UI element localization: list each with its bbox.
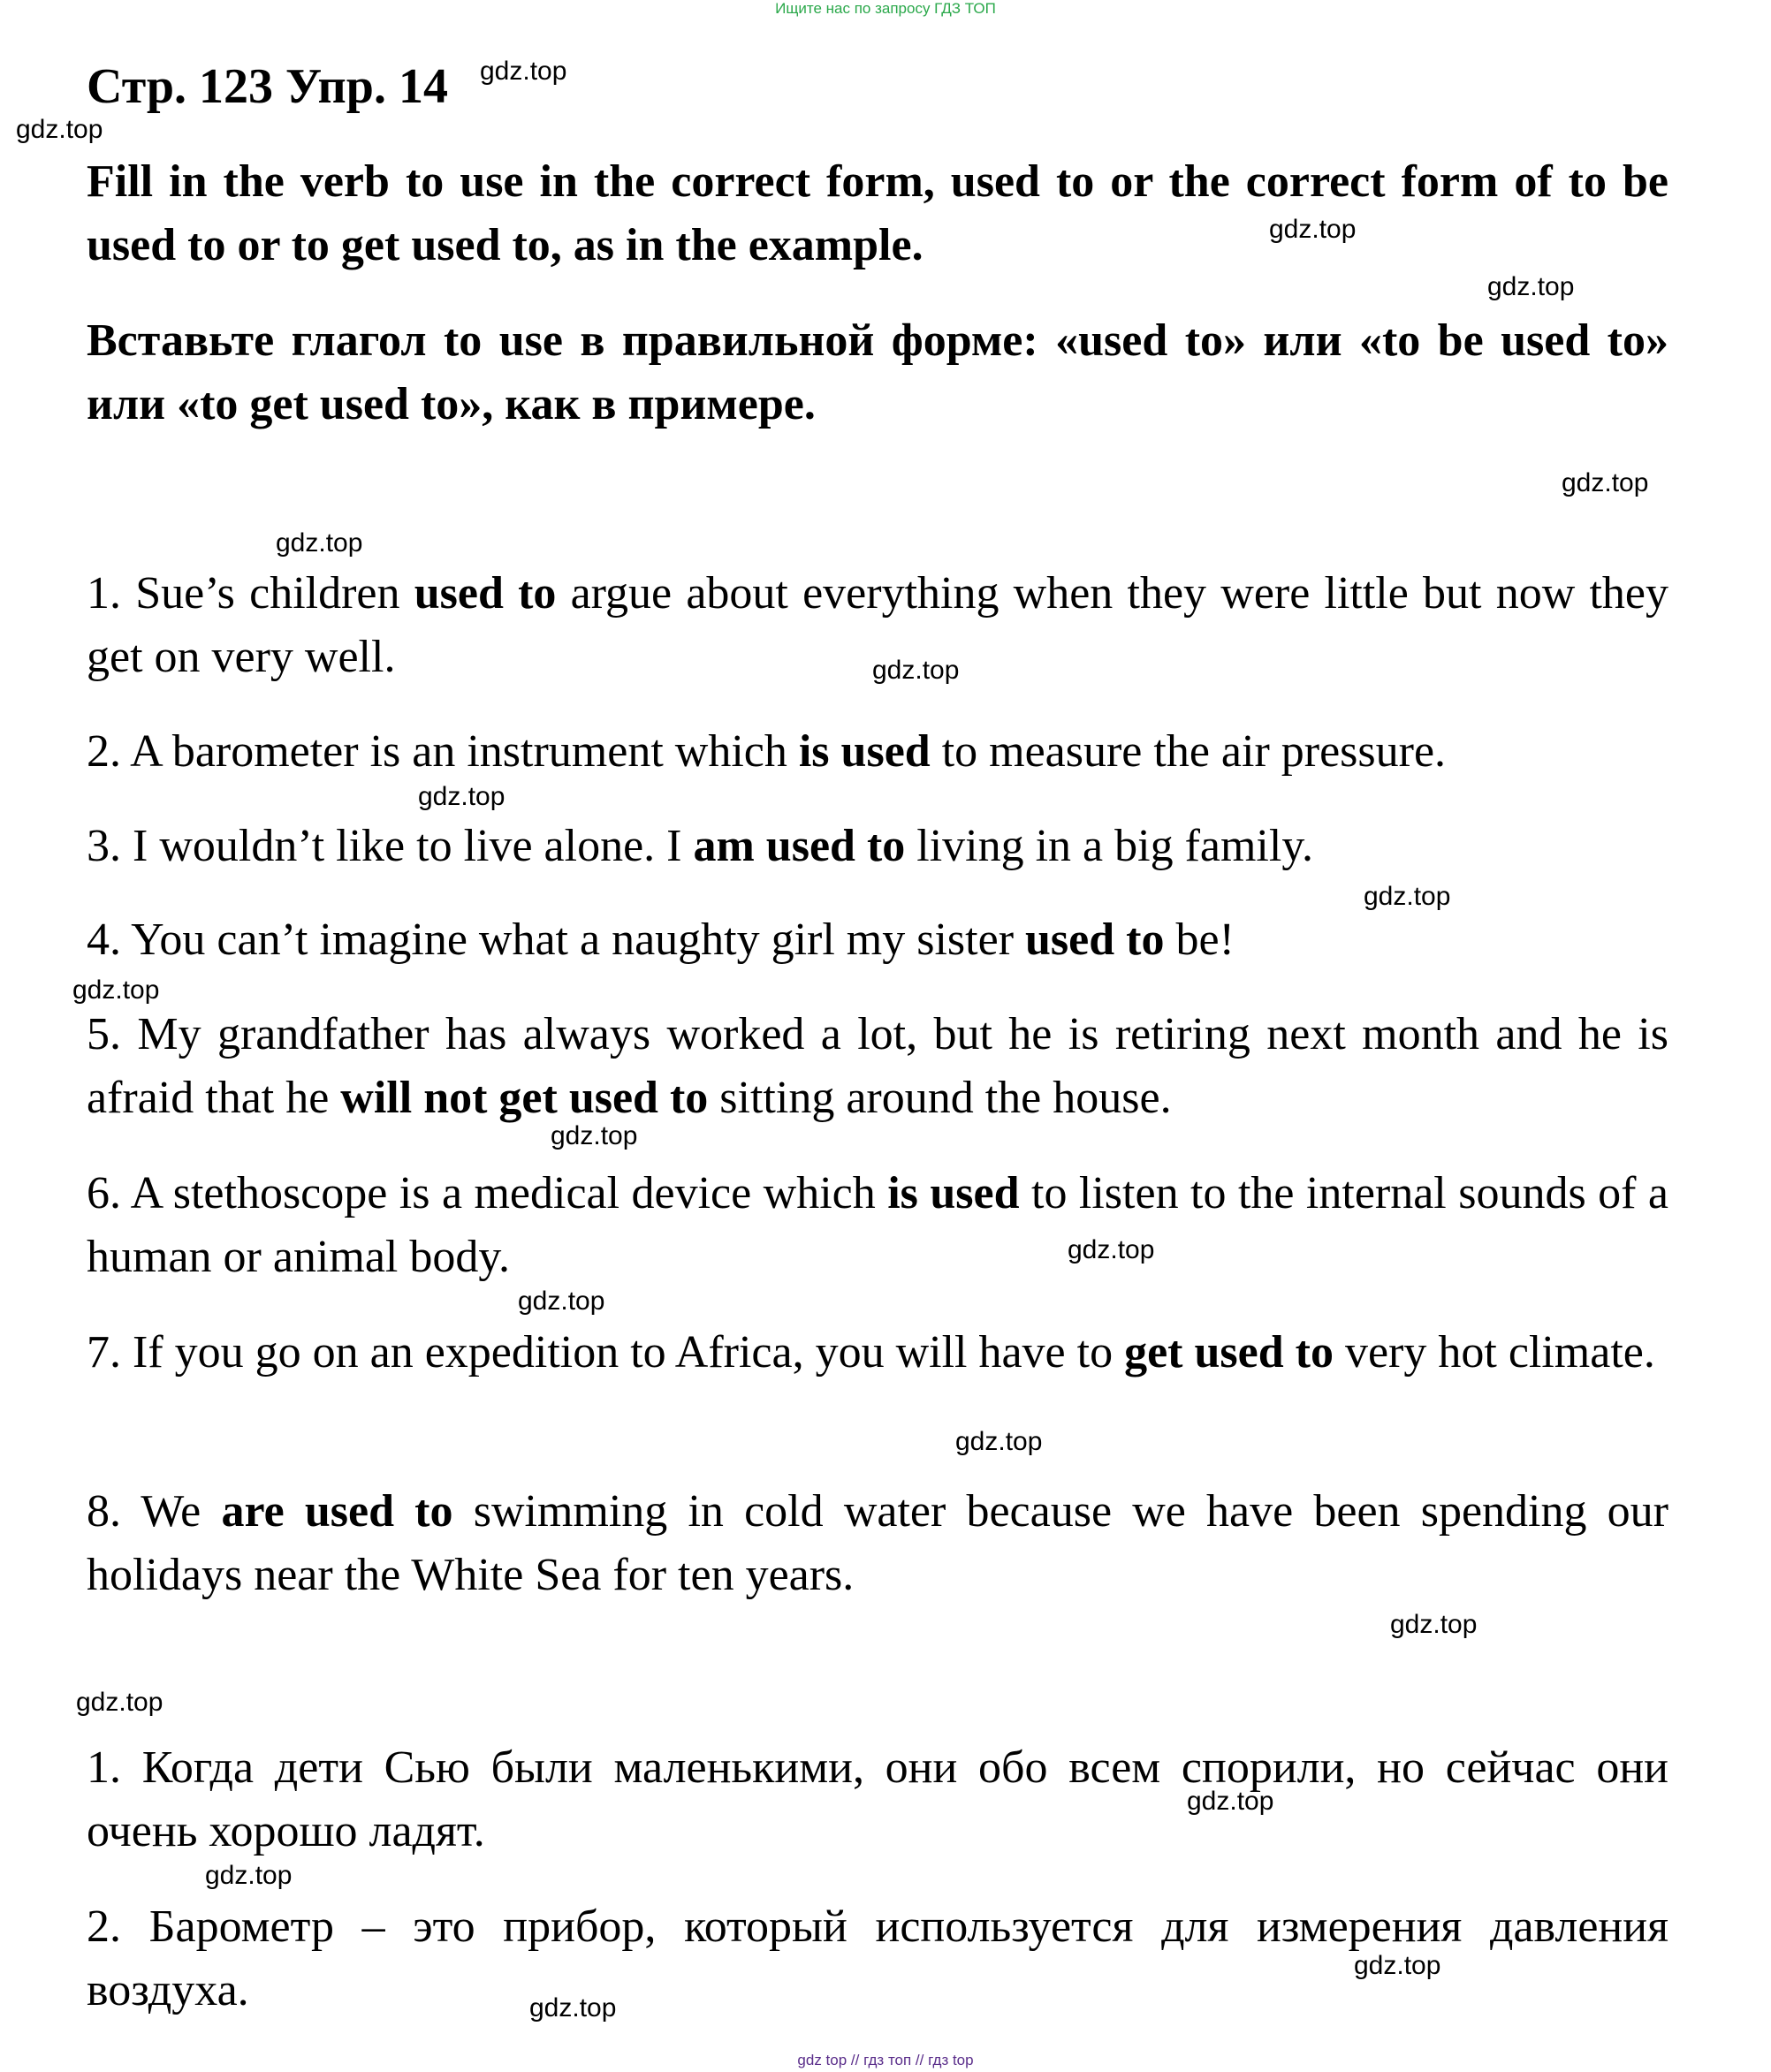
watermark: gdz.top [1269,215,1357,244]
answer-verb: will not get used to [340,1073,709,1123]
answer-item-2: 2. A barometer is an instrument which is used to measure the air pressure. [87,726,1447,777]
translation-item-2: 2. Барометр – это прибор, который используется для измерения давления воздуха. [87,1901,1668,2015]
answer-item-3: 3. I wouldn’t like to live alone. I am used to living in a big family. [87,821,1313,871]
answer-verb: is used [887,1168,1020,1218]
watermark: gdz.top [1487,272,1575,301]
answer-verb: are used to [221,1486,453,1537]
watermark: gdz.top [1354,1951,1441,1980]
watermark: gdz.top [529,1993,617,2023]
task-instruction-russian: Вставьте глагол to use в правильной форме: «used to» или «to be used to» или «to get used to», как в примере. [87,315,1668,429]
watermark: gdz.top [72,975,160,1005]
watermark: gdz.top [872,656,960,685]
watermark: gdz.top [76,1688,163,1717]
watermark: gdz.top [955,1427,1043,1456]
page-title: Стр. 123 Упр. 14 [87,59,448,114]
answer-verb: get used to [1124,1327,1334,1378]
watermark: gdz.top [551,1121,638,1150]
answer-item-8: 8. We are used to swimming in cold water because we have been spending our holidays near the White Sea for ten years. [87,1486,1668,1600]
answer-item-1: 1. Sue’s children used to argue about everything when they were little but now they get on very well. [87,568,1668,682]
watermark: gdz.top [1390,1610,1478,1639]
watermark: gdz.top [418,782,505,811]
watermark: gdz.top [1187,1787,1274,1816]
search-banner: Ищите нас по запросу ГДЗ ТОП [775,0,996,17]
answer-item-7: 7. If you go on an expedition to Africa, you will have to get used to very hot climate. [87,1327,1655,1378]
answer-verb: is used [798,726,931,777]
footer-watermark: gdz top // гдз топ // гдз top [797,2052,974,2068]
answer-item-6: 6. A stethoscope is a medical device which is used to listen to the internal sounds of a human or animal body. [87,1168,1668,1282]
answer-verb: am used to [693,821,906,871]
task-instruction-english: Fill in the verb to use in the correct form, used to or the correct form of to be used to or to get used to, as in the example. [87,156,1668,270]
watermark: gdz.top [1364,882,1451,911]
translation-item-1: 1. Когда дети Сью были маленькими, они обо всем спорили, но сейчас они очень хорошо ладят. [87,1742,1668,1856]
answer-verb: used to [414,568,557,619]
watermark: gdz.top [1562,468,1649,497]
watermark: gdz.top [518,1286,605,1316]
watermark: gdz.top [16,115,103,144]
answer-verb: used to [1025,915,1165,965]
watermark: gdz.top [1068,1235,1155,1264]
answer-item-4: 4. You can’t imagine what a naughty girl my sister used to be! [87,915,1235,965]
watermark: gdz.top [480,57,567,86]
answer-item-5: 5. My grandfather has always worked a lot, but he is retiring next month and he is afraid that he will not get used to sitting around the house. [87,1009,1668,1123]
watermark: gdz.top [276,528,363,558]
watermark: gdz.top [205,1861,293,1890]
